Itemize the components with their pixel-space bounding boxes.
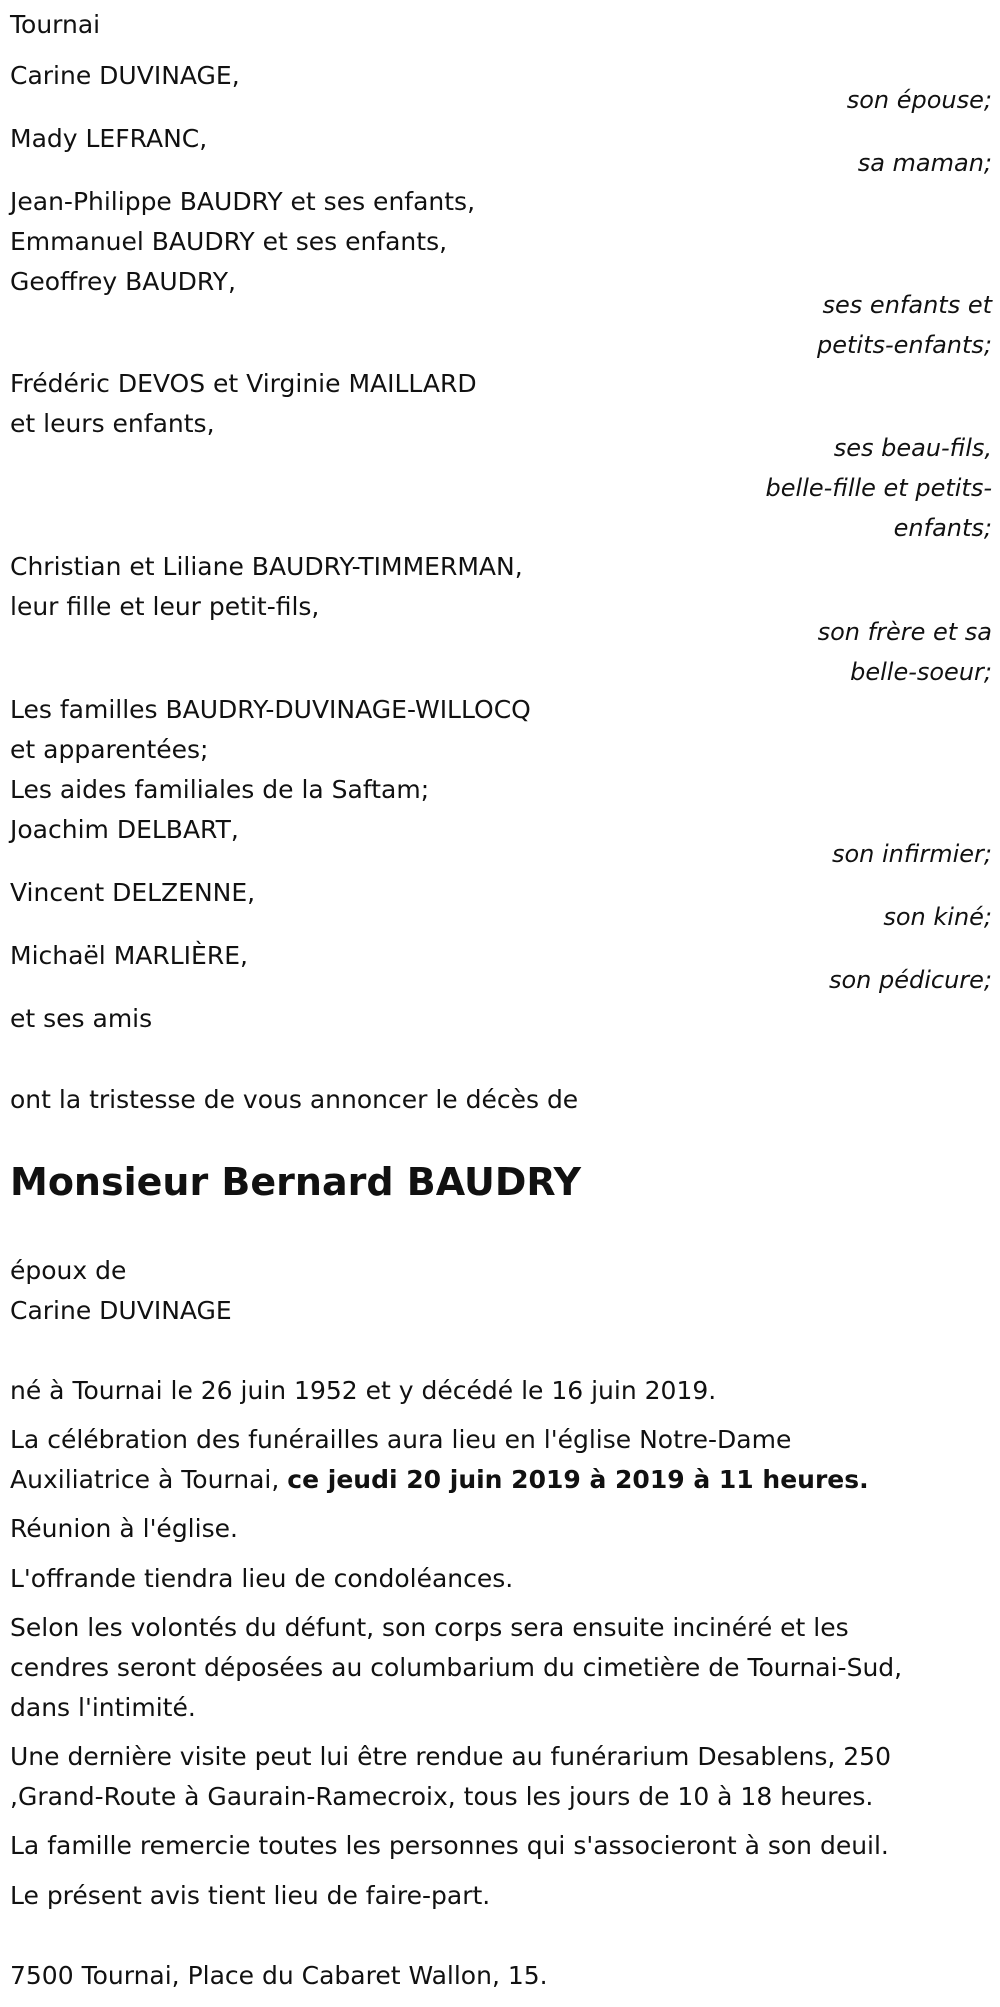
- visit-line: Une dernière visite peut lui être rendue au funérarium Desablens, 250: [10, 1742, 891, 1771]
- family-relation: belle-soeur;: [850, 658, 992, 686]
- family-name: Christian et Liliane BAUDRY-TIMMERMAN,: [10, 552, 523, 581]
- friends-line: et ses amis: [10, 1004, 153, 1033]
- cremation-line: dans l'intimité.: [10, 1693, 196, 1722]
- thanks: La famille remercie toutes les personnes qui s'associeront à son deuil.: [10, 1831, 889, 1860]
- family-relation: son kiné;: [883, 903, 992, 931]
- family-name: Carine DUVINAGE,: [10, 61, 240, 90]
- cremation-line: Selon les volontés du défunt, son corps sera ensuite inciné​ré et les: [10, 1613, 849, 1642]
- family-name: leur fille et leur petit-fils,: [10, 592, 320, 621]
- ceremony-line: La célébration des funérailles aura lieu en l'église Notre-Dame: [10, 1425, 792, 1454]
- family-relation: son épouse;: [846, 86, 992, 114]
- family-relation: son pédicure;: [828, 966, 992, 994]
- place: Tournai: [10, 10, 101, 39]
- spouse-name: Carine DUVINAGE: [10, 1296, 232, 1325]
- family-relation: ses enfants et: [822, 291, 992, 319]
- family-relation: sa maman;: [857, 149, 992, 177]
- family-name: Les aides familiales de la Saftam;: [10, 775, 430, 804]
- meeting: Réunion à l'église.: [10, 1514, 238, 1543]
- family-name: Michaël MARLIÈRE,: [10, 941, 248, 970]
- address: 7500 Tournai, Place du Cabaret Wallon, 15.: [10, 1961, 548, 1990]
- family-relation: belle-fille et petits-: [765, 474, 992, 502]
- family-name: Vincent DELZENNE,: [10, 878, 256, 907]
- announcement: ont la tristesse de vous annoncer le décès de: [10, 1085, 579, 1114]
- family-relation: petits-enfants;: [817, 331, 992, 359]
- family-name: Joachim DELBART,: [10, 815, 239, 844]
- family-name: et leurs enfants,: [10, 409, 215, 438]
- deceased-name: Monsieur Bernard BAUDRY: [10, 1160, 582, 1204]
- ceremony-line: [10, 1460, 869, 1500]
- notice: Le présent avis tient lieu de faire-part.: [10, 1881, 491, 1910]
- visit-line: ,Grand-Route à Gaurain-Ramecroix, tous les jours de 10 à 18 heures.: [10, 1782, 874, 1811]
- family-name: Frédéric DEVOS et Virginie MAILLARD: [10, 369, 477, 398]
- ceremony-text: Auxiliatrice à Tournai,: [10, 1465, 288, 1494]
- ceremony-datetime: ce jeudi 20 juin 2019 à 2019 à 11 heures.: [287, 1465, 869, 1494]
- family-name: Geoffrey BAUDRY,: [10, 267, 236, 296]
- family-name: Mady LEFRANC,: [10, 124, 208, 153]
- family-name: et apparentées;: [10, 735, 209, 764]
- family-name: Emmanuel BAUDRY et ses enfants,: [10, 227, 448, 256]
- family-name: Les familles BAUDRY-DUVINAGE-WILLOCQ: [10, 695, 531, 724]
- family-name: Jean-Philippe BAUDRY et ses enfants,: [10, 187, 476, 216]
- family-relation: enfants;: [893, 514, 992, 542]
- family-relation: son infirmier;: [831, 840, 992, 868]
- cremation-line: cendres seront déposées au columbarium du cimetière de Tournai-Sud,: [10, 1653, 903, 1682]
- family-relation: ses beau-fils,: [833, 434, 992, 462]
- offering: L'offrande tiendra lieu de condoléances.: [10, 1564, 514, 1593]
- spouse-label: époux de: [10, 1256, 127, 1285]
- family-relation: son frère et sa: [817, 618, 992, 646]
- birth-death: né à Tournai le 26 juin 1952 et y décédé le 16 juin 2019.: [10, 1376, 717, 1405]
